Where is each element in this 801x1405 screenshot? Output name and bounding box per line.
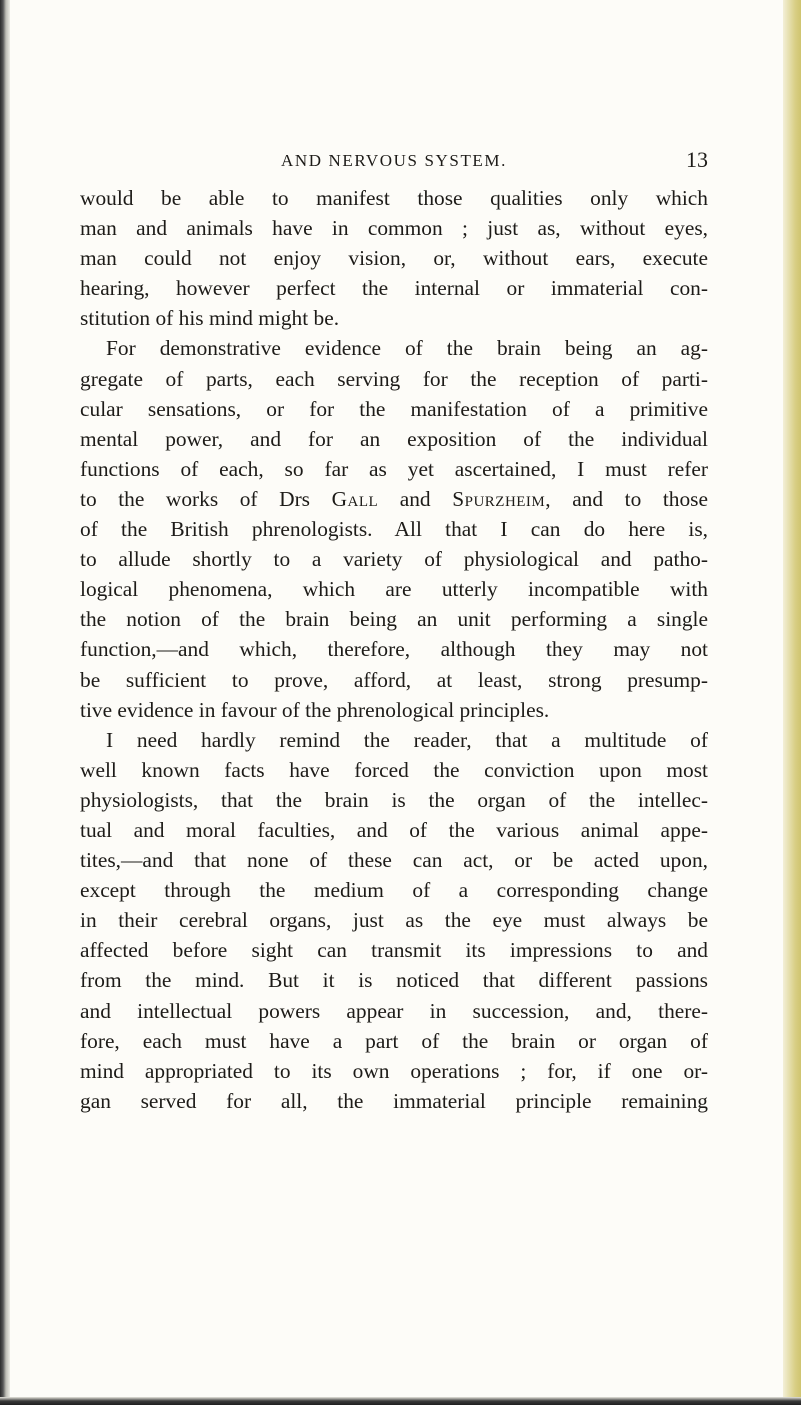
text-line: would be able to manifest those qualities only which bbox=[80, 186, 708, 210]
body-text bbox=[80, 183, 708, 1116]
text-line: tites,—and that none of these can act, or be acted upon, bbox=[80, 848, 708, 873]
text-line: fore, each must have a part of the brain or organ of bbox=[80, 1028, 708, 1053]
text-line: mental power, and for an exposition of the individual bbox=[80, 426, 708, 451]
text-line: tive evidence in favour of the phrenological principles. bbox=[80, 697, 550, 722]
page-bottom-edge-shadow bbox=[0, 1397, 801, 1405]
text-line: mind appropriated to its own operations ; for, if one or- bbox=[80, 1058, 708, 1083]
text-line: I need hardly remind the reader, that a multitude of bbox=[106, 727, 708, 752]
text-line: except through the medium of a corresponding change bbox=[80, 878, 708, 903]
author-name-gall: Gall bbox=[331, 486, 379, 511]
text-line: functions of each, so far as yet ascertained, I must refer bbox=[80, 456, 708, 481]
text-line: be sufficient to prove, afford, at least, strong presump- bbox=[80, 667, 708, 692]
text-line: For demonstrative evidence of the brain being an ag- bbox=[106, 336, 708, 361]
text-line: man could not enjoy vision, or, without ears, execute bbox=[80, 246, 708, 271]
text-segment: and bbox=[378, 486, 453, 511]
text-line: from the mind. But it is noticed that different passions bbox=[80, 968, 708, 993]
text-line: physiologists, that the brain is the organ of the intellec- bbox=[80, 787, 708, 812]
text-line: hearing, however perfect the internal or immaterial con- bbox=[80, 276, 708, 301]
author-name-spurzheim: Spurzheim bbox=[452, 486, 546, 511]
page-left-edge-shadow bbox=[0, 0, 10, 1405]
text-line: in their cerebral organs, just as the eye must always be bbox=[80, 908, 708, 933]
text-line: the notion of the brain being an unit performing a single bbox=[80, 607, 708, 632]
text-line: logical phenomena, which are utterly incompatible with bbox=[80, 577, 708, 602]
page-number: 13 bbox=[686, 147, 708, 172]
text-line: stitution of his mind might be. bbox=[80, 306, 340, 331]
text-line: tual and moral faculties, and of the various animal appe- bbox=[80, 817, 708, 842]
running-head bbox=[80, 148, 708, 174]
text-line: and intellectual powers appear in succession, and, there- bbox=[80, 998, 708, 1023]
running-head-title: AND NERVOUS SYSTEM. bbox=[281, 151, 507, 170]
page-right-edge-stain bbox=[783, 0, 801, 1405]
text-segment: , and to those bbox=[545, 486, 708, 511]
text-segment: to the works of Drs bbox=[80, 486, 332, 511]
text-line: to allude shortly to a variety of physiological and patho- bbox=[80, 547, 708, 572]
text-line: gregate of parts, each serving for the reception of parti- bbox=[80, 366, 708, 391]
text-line: well known facts have forced the conviction upon most bbox=[80, 757, 708, 782]
text-line: gan served for all, the immaterial principle remaining bbox=[80, 1088, 708, 1113]
text-line: of the British phrenologists. All that I can do here is, bbox=[80, 517, 708, 542]
text-line-with-names bbox=[80, 484, 708, 514]
text-line: cular sensations, or for the manifestation of a primitive bbox=[80, 396, 708, 421]
text-line: affected before sight can transmit its impressions to and bbox=[80, 938, 708, 963]
text-line: function,—and which, therefore, although they may not bbox=[80, 637, 708, 662]
text-line: man and animals have in common ; just as, without eyes, bbox=[80, 216, 708, 241]
